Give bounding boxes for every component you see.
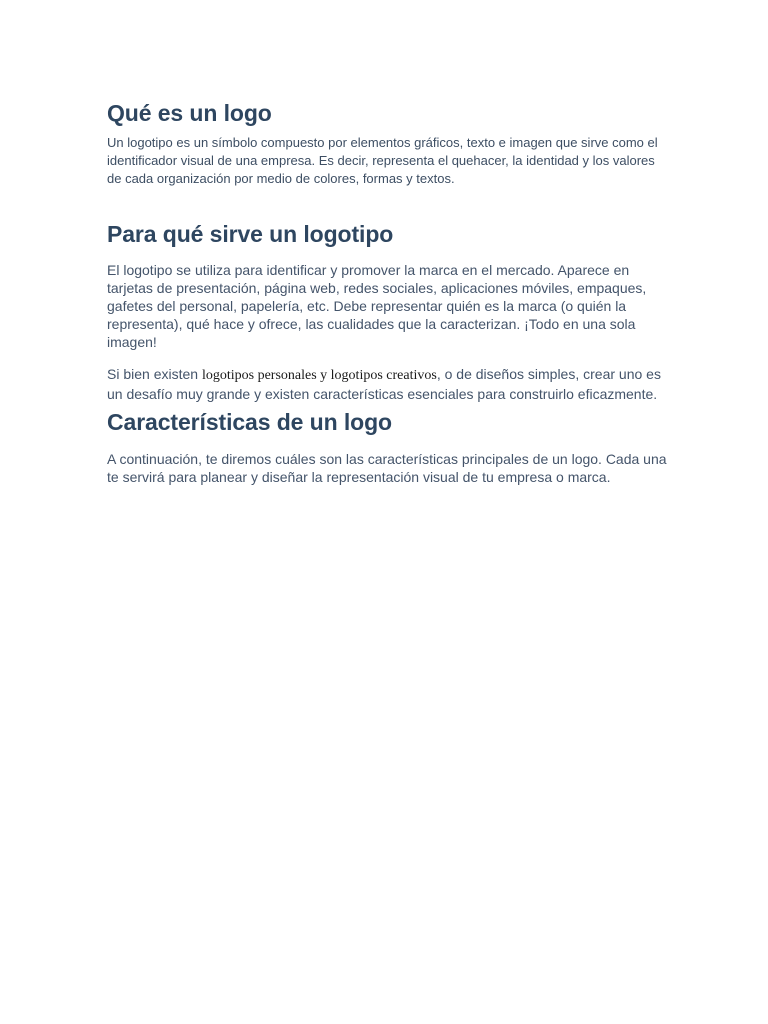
paragraph-types <box>107 365 667 403</box>
paragraph-characteristics: A continuación, te diremos cuáles son las características principales de un logo. Cada una te servirá para planear y diseñar la representación visual de tu empresa o marca. <box>107 451 667 485</box>
section-heading-que-es-un-logo: Qué es un logo <box>107 100 272 126</box>
section-heading-para-que-sirve: Para qué sirve un logotipo <box>107 221 394 247</box>
paragraph-types-after: , o de diseños simples, crear uno es un desafío muy grande y existen características esenciales para construirlo eficazmente. <box>107 366 661 402</box>
paragraph-types-middle: y <box>316 368 331 383</box>
link-logotipos-personales[interactable]: logotipos personales <box>201 368 317 383</box>
document-page <box>107 100 667 486</box>
section-heading-caracteristicas: Características de un logo <box>107 409 392 435</box>
paragraph-definition: Un logotipo es un símbolo compuesto por elementos gráficos, texto e imagen que sirve como el identificador visual de una empresa. Es decir, representa el quehacer, la identidad y los valores de cada organización por medio de colores, formas y textos. <box>107 135 658 186</box>
link-logotipos-creativos[interactable]: logotipos creativos <box>330 368 437 383</box>
paragraph-types-before: Si bien existen <box>107 366 202 382</box>
paragraph-purpose: El logotipo se utiliza para identificar y promover la marca en el mercado. Aparece en tarjetas de presentación, página web, redes sociales, aplicaciones móviles, empaques, gafetes del personal, papelería, etc. Debe representar quién es la marca (o quién la representa), qué hace y ofrece, las cualidades que la caracterizan. ¡Todo en una sola imagen! <box>107 262 647 350</box>
